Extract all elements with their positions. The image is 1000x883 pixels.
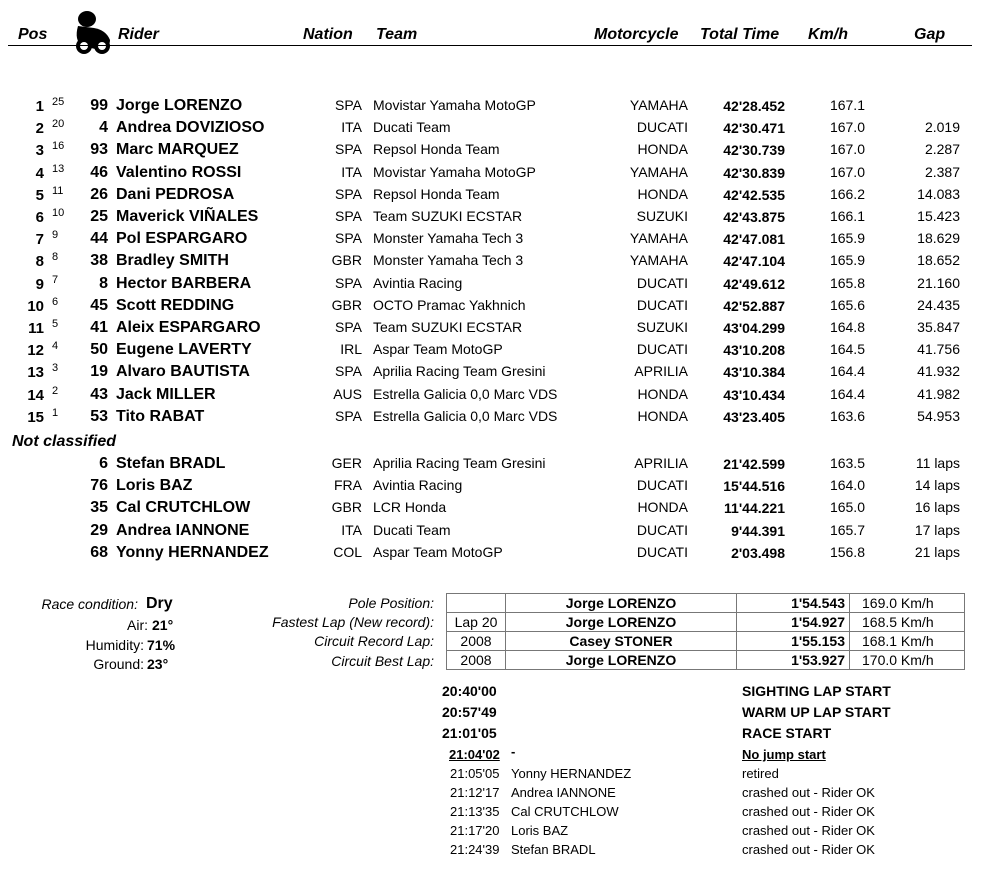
record-row <box>447 594 965 613</box>
rider-name: Pol ESPARGARO <box>116 230 248 248</box>
points: 16 <box>52 140 65 153</box>
speed-kmh: 164.4 <box>829 385 865 402</box>
record-row <box>447 651 965 670</box>
event-description: SIGHTING LAP START <box>742 683 891 699</box>
rider-name: Loris BAZ <box>116 477 193 495</box>
record-rider: Casey STONER <box>506 632 737 651</box>
rider-number: 43 <box>90 385 108 403</box>
result-row <box>0 228 1000 250</box>
team-name: LCR Honda <box>373 499 447 516</box>
total-time: 42'43.875 <box>723 209 785 225</box>
motorcycle: SUZUKI <box>636 208 688 224</box>
event-time: 21:12'17 <box>450 785 500 800</box>
position: 12 <box>27 342 44 360</box>
points: 25 <box>52 96 65 108</box>
total-time: 15'44.516 <box>723 478 785 495</box>
total-time: 42'47.104 <box>723 253 785 270</box>
points: 7 <box>52 273 59 286</box>
speed-kmh: 163.6 <box>829 407 865 424</box>
header-divider <box>8 45 972 46</box>
record-speed: 169.0 Km/h <box>850 594 965 613</box>
rider-name: Scott REDDING <box>116 296 235 314</box>
race-condition-label: Race condition: <box>41 596 138 612</box>
speed-kmh: 164.0 <box>829 477 865 494</box>
result-row <box>0 184 1000 206</box>
total-time: 42'30.739 <box>723 142 785 159</box>
motorcycle: DUCATI <box>636 521 688 538</box>
speed-kmh: 164.4 <box>829 363 865 380</box>
result-row <box>0 339 1000 361</box>
gap: 14 laps <box>914 477 960 494</box>
record-speed: 170.0 Km/h <box>850 651 965 670</box>
motorcycle: YAMAHA <box>629 230 688 247</box>
rider-name: Andrea IANNONE <box>116 521 250 539</box>
rider-name: Aleix ESPARGARO <box>116 319 261 336</box>
header-kmh: Km/h <box>808 26 848 43</box>
points: 5 <box>52 318 59 330</box>
event-description: crashed out - Rider OK <box>742 804 875 819</box>
position: 9 <box>35 275 44 293</box>
fastest-lap-label: Fastest Lap (New record): <box>272 614 434 630</box>
total-time: 43'23.405 <box>723 408 785 425</box>
gap: 41.756 <box>917 341 960 358</box>
record-time: 1'53.927 <box>737 651 850 670</box>
points: 9 <box>52 229 59 242</box>
total-time: 42'47.081 <box>723 231 785 248</box>
speed-kmh: 166.2 <box>829 185 865 202</box>
motorcycle: DUCATI <box>636 119 688 136</box>
result-row <box>0 117 1000 139</box>
motorcycle: HONDA <box>637 185 688 202</box>
gap: 2.287 <box>924 141 960 158</box>
speed-kmh: 156.8 <box>829 543 865 560</box>
record-rider: Jorge LORENZO <box>506 651 737 670</box>
team-name: Avintia Racing <box>373 274 463 291</box>
record-ref: 2008 <box>447 651 506 670</box>
header-nation: Nation <box>303 26 353 43</box>
nation: ITA <box>341 119 362 136</box>
motorcycle: SUZUKI <box>636 319 688 335</box>
gap: 16 laps <box>914 499 960 516</box>
record-ref: Lap 20 <box>447 613 506 632</box>
record-row <box>447 613 965 632</box>
rider-number: 8 <box>99 274 108 292</box>
rider-number: 93 <box>90 141 108 159</box>
rider-number: 4 <box>99 119 108 137</box>
team-name: Ducati Team <box>373 521 451 538</box>
rider-name: Eugene LAVERTY <box>116 341 252 359</box>
total-time: 9'44.391 <box>731 522 785 539</box>
speed-kmh: 165.6 <box>829 296 865 313</box>
team-name: Aprilia Racing Team Gresini <box>373 455 546 471</box>
circuit-record-label: Circuit Record Lap: <box>314 633 434 649</box>
motorcycle: DUCATI <box>636 477 688 494</box>
rider-name: Stefan BRADL <box>116 455 226 472</box>
total-time: 42'42.535 <box>723 186 785 203</box>
header-team: Team <box>376 26 418 43</box>
event-rider: Stefan BRADL <box>511 842 596 857</box>
air-label: Air: <box>127 617 148 633</box>
points: 20 <box>52 118 65 131</box>
rider-number: 76 <box>90 477 108 495</box>
rider-name: Bradley SMITH <box>116 252 229 270</box>
position: 13 <box>27 364 44 382</box>
rider-number: 50 <box>90 341 108 359</box>
gap: 2.387 <box>924 163 960 180</box>
motorcycle: DUCATI <box>636 274 688 291</box>
rider-name: Hector BARBERA <box>116 274 252 292</box>
rider-number: 45 <box>90 296 108 314</box>
rider-number: 41 <box>90 319 108 336</box>
team-name: Aspar Team MotoGP <box>373 341 503 358</box>
circuit-best-label: Circuit Best Lap: <box>331 653 434 669</box>
result-row <box>0 453 1000 475</box>
jump-start-description: No jump start <box>742 747 826 762</box>
position: 14 <box>27 386 44 404</box>
gap: 17 laps <box>914 521 960 538</box>
event-time: 20:40'00 <box>442 683 497 699</box>
nation: SPA <box>335 407 362 424</box>
total-time: 43'04.299 <box>723 320 785 336</box>
points: 2 <box>52 384 59 397</box>
nation: ITA <box>341 521 362 538</box>
result-row <box>0 139 1000 161</box>
nation: GBR <box>331 499 362 516</box>
rider-number: 35 <box>90 499 108 517</box>
jump-start-time: 21:04'02 <box>449 747 500 762</box>
nation: SPA <box>335 274 362 291</box>
nation: IRL <box>340 341 362 358</box>
total-time: 42'52.887 <box>723 297 785 314</box>
nation: GER <box>331 455 362 471</box>
team-name: Team SUZUKI ECSTAR <box>373 319 523 335</box>
rider-name: Maverick VIÑALES <box>116 208 259 225</box>
position: 7 <box>35 231 44 249</box>
event-rider: Andrea IANNONE <box>511 785 616 800</box>
total-time: 21'42.599 <box>723 456 785 472</box>
result-row <box>0 95 1000 117</box>
speed-kmh: 164.8 <box>829 319 865 335</box>
result-row <box>0 475 1000 497</box>
ground-value: 23° <box>147 656 169 672</box>
rider-number: 68 <box>90 543 108 561</box>
team-name: Repsol Honda Team <box>373 185 500 202</box>
event-time: 21:13'35 <box>450 804 500 819</box>
motorcycle: APRILIA <box>634 363 688 380</box>
header-motorcycle: Motorcycle <box>594 26 679 43</box>
result-row <box>0 250 1000 272</box>
team-name: Aspar Team MotoGP <box>373 543 503 560</box>
record-time: 1'55.153 <box>737 632 850 651</box>
gap: 2.019 <box>924 119 960 136</box>
result-row <box>0 273 1000 295</box>
result-row <box>0 295 1000 317</box>
record-time: 1'54.543 <box>737 594 850 613</box>
rider-name: Jack MILLER <box>116 385 216 403</box>
team-name: Estrella Galicia 0,0 Marc VDS <box>373 407 558 424</box>
rider-name: Valentino ROSSI <box>116 163 242 181</box>
record-time: 1'54.927 <box>737 613 850 632</box>
nation: FRA <box>334 477 362 494</box>
total-time: 11'44.221 <box>724 500 785 517</box>
motorcycle: HONDA <box>637 385 688 402</box>
total-time: 42'30.471 <box>723 120 785 137</box>
race-condition-value: Dry <box>146 595 173 612</box>
pole-position-label: Pole Position: <box>348 595 434 611</box>
result-row <box>0 384 1000 406</box>
motorcycle: DUCATI <box>636 296 688 313</box>
event-time: 21:24'39 <box>450 842 500 857</box>
position: 11 <box>28 320 44 337</box>
team-name: Movistar Yamaha MotoGP <box>373 97 536 113</box>
result-row <box>0 497 1000 519</box>
gap: 41.982 <box>917 385 960 402</box>
points: 10 <box>52 207 65 219</box>
team-name: OCTO Pramac Yakhnich <box>373 296 526 313</box>
speed-kmh: 165.7 <box>829 521 865 538</box>
nation: SPA <box>335 363 362 380</box>
result-row <box>0 361 1000 383</box>
team-name: Repsol Honda Team <box>373 141 500 158</box>
position: 15 <box>27 408 44 426</box>
team-name: Estrella Galicia 0,0 Marc VDS <box>373 385 558 402</box>
rider-number: 25 <box>90 208 108 225</box>
total-time: 42'30.839 <box>723 164 785 181</box>
record-speed: 168.5 Km/h <box>850 613 965 632</box>
gap: 21 laps <box>914 543 960 560</box>
event-time: 20:57'49 <box>442 704 497 720</box>
event-description: crashed out - Rider OK <box>742 785 875 800</box>
record-rider: Jorge LORENZO <box>506 594 737 613</box>
gap: 15.423 <box>917 208 960 224</box>
nation: SPA <box>335 141 362 158</box>
gap: 11 laps <box>915 455 960 471</box>
nation: SPA <box>335 97 362 113</box>
event-rider: Yonny HERNANDEZ <box>511 766 632 781</box>
position: 1 <box>35 98 44 115</box>
total-time: 42'28.452 <box>723 98 785 114</box>
position: 4 <box>35 164 44 182</box>
motorcycle: HONDA <box>637 141 688 158</box>
record-row <box>447 632 965 651</box>
speed-kmh: 167.0 <box>829 119 865 136</box>
points: 1 <box>52 406 59 419</box>
gap: 54.953 <box>917 407 960 424</box>
nation: GBR <box>331 296 362 313</box>
event-rider: Cal CRUTCHLOW <box>511 804 619 819</box>
speed-kmh: 167.1 <box>829 97 865 113</box>
ground-label: Ground: <box>93 656 144 672</box>
motorcycle: DUCATI <box>636 341 688 358</box>
motorcycle: YAMAHA <box>629 252 688 269</box>
rider-name: Cal CRUTCHLOW <box>116 499 251 517</box>
nation: GBR <box>331 252 362 269</box>
speed-kmh: 166.1 <box>829 208 865 224</box>
points: 6 <box>52 295 59 308</box>
nation: SPA <box>335 185 362 202</box>
humidity-label: Humidity: <box>85 637 144 653</box>
speed-kmh: 165.9 <box>829 252 865 269</box>
result-row <box>0 317 1000 339</box>
speed-kmh: 165.0 <box>829 499 865 516</box>
header-total-time: Total Time <box>700 26 780 43</box>
position: 6 <box>35 209 44 226</box>
motorcycle: HONDA <box>637 499 688 516</box>
points: 8 <box>52 251 59 264</box>
gap: 18.652 <box>917 252 960 269</box>
gap: 41.932 <box>917 363 960 380</box>
motorcycle: YAMAHA <box>629 97 688 113</box>
rider-number: 19 <box>90 363 108 381</box>
points: 3 <box>52 362 59 375</box>
result-row <box>0 542 1000 564</box>
rider-name: Marc MARQUEZ <box>116 141 239 159</box>
position: 5 <box>35 186 44 204</box>
speed-kmh: 163.5 <box>829 455 865 471</box>
team-name: Movistar Yamaha MotoGP <box>373 163 536 180</box>
records-table <box>446 593 965 670</box>
speed-kmh: 167.0 <box>829 141 865 158</box>
air-value: 21° <box>152 617 174 633</box>
team-name: Monster Yamaha Tech 3 <box>373 252 524 269</box>
rider-name: Tito RABAT <box>116 407 205 425</box>
gap: 21.160 <box>917 274 960 291</box>
rider-number: 99 <box>90 97 108 114</box>
total-time: 43'10.434 <box>723 386 785 403</box>
event-description: crashed out - Rider OK <box>742 842 875 857</box>
event-rider: Loris BAZ <box>511 823 569 838</box>
result-row <box>0 520 1000 542</box>
speed-kmh: 165.8 <box>829 274 865 291</box>
nation: AUS <box>333 385 362 402</box>
total-time: 43'10.384 <box>723 364 785 381</box>
speed-kmh: 165.9 <box>829 230 865 247</box>
rider-number: 6 <box>99 455 108 472</box>
event-time: 21:17'20 <box>450 823 500 838</box>
rider-number: 53 <box>90 407 108 425</box>
points: 4 <box>52 340 59 353</box>
record-ref <box>447 594 506 613</box>
rider-name: Yonny HERNANDEZ <box>116 543 269 561</box>
event-time: 21:05'05 <box>450 766 500 781</box>
event-description: RACE START <box>742 725 832 741</box>
motorcycle-rider-icon <box>72 10 114 56</box>
team-name: Monster Yamaha Tech 3 <box>373 230 524 247</box>
humidity-value: 71% <box>147 637 176 653</box>
position: 10 <box>27 297 44 315</box>
team-name: Aprilia Racing Team Gresini <box>373 363 546 380</box>
rider-name: Alvaro BAUTISTA <box>116 363 250 381</box>
event-time: 21:01'05 <box>442 725 497 741</box>
gap: 35.847 <box>917 319 960 335</box>
gap: 14.083 <box>917 185 960 202</box>
rider-name: Dani PEDROSA <box>116 185 235 203</box>
points: 11 <box>52 184 64 197</box>
team-name: Team SUZUKI ECSTAR <box>373 208 523 224</box>
motorcycle: YAMAHA <box>629 163 688 180</box>
total-time: 42'49.612 <box>723 275 785 292</box>
points: 13 <box>52 162 65 175</box>
speed-kmh: 167.0 <box>829 163 865 180</box>
event-description: crashed out - Rider OK <box>742 823 875 838</box>
event-description: WARM UP LAP START <box>742 704 891 720</box>
gap: 18.629 <box>917 230 960 247</box>
result-row <box>0 406 1000 428</box>
rider-name: Andrea DOVIZIOSO <box>116 119 265 137</box>
nation: SPA <box>335 208 362 224</box>
record-speed: 168.1 Km/h <box>850 632 965 651</box>
speed-kmh: 164.5 <box>829 341 865 358</box>
motorcycle: APRILIA <box>634 455 688 471</box>
record-rider: Jorge LORENZO <box>506 613 737 632</box>
nation: SPA <box>335 230 362 247</box>
nation: SPA <box>335 319 362 335</box>
team-name: Avintia Racing <box>373 477 463 494</box>
rider-number: 38 <box>90 252 108 270</box>
rider-number: 46 <box>90 163 108 181</box>
rider-number: 29 <box>90 521 108 539</box>
record-ref: 2008 <box>447 632 506 651</box>
not-classified-title: Not classified <box>12 433 117 450</box>
header-rider: Rider <box>118 26 159 43</box>
rider-number: 44 <box>90 230 108 248</box>
result-row <box>0 162 1000 184</box>
position: 2 <box>35 120 44 138</box>
position: 8 <box>35 253 44 271</box>
header-gap: Gap <box>914 26 946 43</box>
event-description: retired <box>742 766 779 781</box>
rider-name: Jorge LORENZO <box>116 97 243 114</box>
gap: 24.435 <box>917 296 960 313</box>
total-time: 2'03.498 <box>731 544 785 561</box>
motorcycle: HONDA <box>637 407 688 424</box>
position: 3 <box>35 142 44 160</box>
result-row <box>0 206 1000 228</box>
rider-number: 26 <box>90 185 108 203</box>
jump-start-mark: - <box>511 744 516 759</box>
team-name: Ducati Team <box>373 119 451 136</box>
motorcycle: DUCATI <box>636 543 688 560</box>
header-pos: Pos <box>18 26 48 43</box>
total-time: 43'10.208 <box>723 342 785 359</box>
nation: ITA <box>341 163 362 180</box>
nation: COL <box>333 543 362 560</box>
